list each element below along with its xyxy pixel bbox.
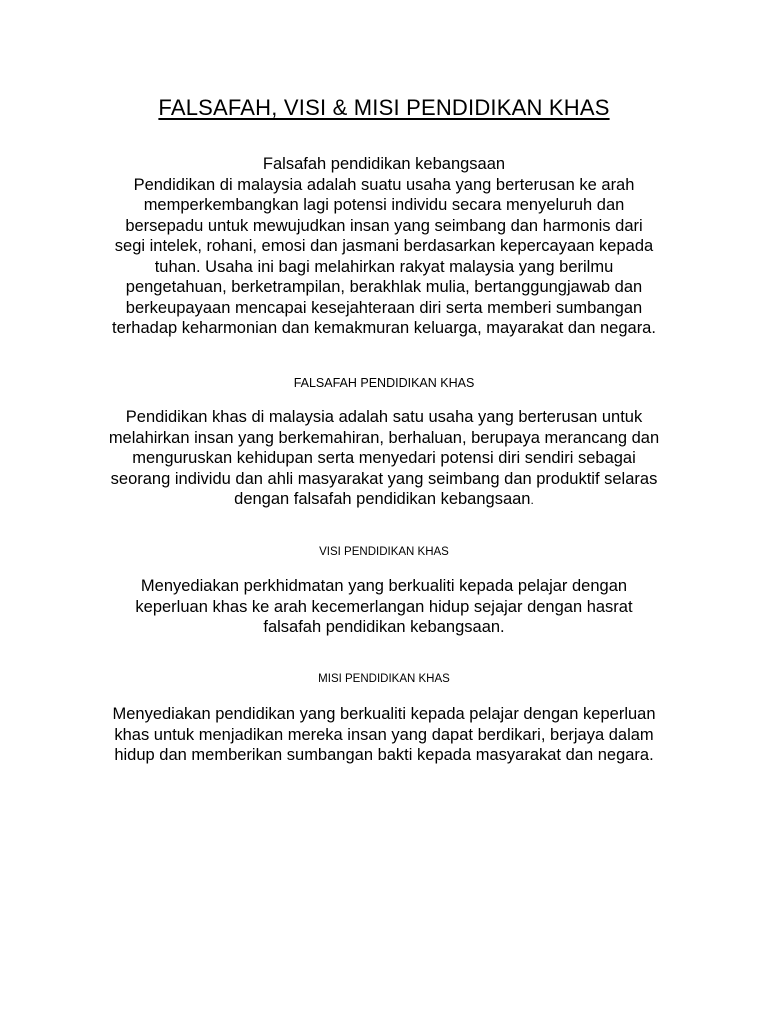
vision-heading: VISI PENDIDIKAN KHAS [319,546,449,558]
national-philosophy-line: Pendidikan di malaysia adalah suatu usaha yang berterusan ke arah [133,175,635,194]
national-philosophy-line: berkeupayaan mencapai kesejahteraan diri serta memberi sumbangan [125,298,643,317]
trailing-period: . [530,493,534,507]
mission-line: hidup dan memberikan sumbangan bakti kepada masyarakat dan negara. [114,746,654,764]
national-philosophy-line: bersepadu untuk mewujudkan insan yang seimbang dan harmonis dari [125,216,643,235]
vision-line: falsafah pendidikan kebangsaan. [263,618,505,636]
vision-line: Menyediakan perkhidmatan yang berkualiti kepada pelajar dengan [140,577,628,595]
vision-body [0,576,768,638]
mission-line: Menyediakan pendidikan yang berkualiti kepada pelajar dengan keperluan [112,705,656,723]
special-philosophy-line: seorang individu dan ahli masyarakat yang seimbang dan produktif selaras [110,469,658,488]
special-philosophy-line: Pendidikan khas di malaysia adalah satu usaha yang berterusan untuk [125,408,643,426]
mission-body [0,704,768,766]
national-philosophy-line: memperkembangkan lagi potensi individu secara menyeluruh dan [143,196,625,214]
special-philosophy-line: melahirkan insan yang berkemahiran, berhaluan, berupaya merancang dan [108,428,660,447]
special-philosophy-heading: FALSAFAH PENDIDIKAN KHAS [293,376,475,390]
national-philosophy-section [0,154,768,339]
vision-line: keperluan khas ke arah kecemerlangan hidup sejajar dengan hasrat [135,597,633,616]
mission-heading: MISI PENDIDIKAN KHAS [318,673,450,685]
national-philosophy-heading: Falsafah pendidikan kebangsaan [262,155,506,173]
national-philosophy-line: pengetahuan, berketrampilan, berakhlak mulia, bertanggungjawab dan [125,278,643,296]
national-philosophy-line: terhadap keharmonian dan kemakmuran keluarga, mayarakat dan negara. [112,319,656,337]
national-philosophy-line: segi intelek, rohani, emosi dan jasmani berdasarkan kepercayaan kepada [114,237,654,255]
special-philosophy-line-text: dengan falsafah pendidikan kebangsaan [234,490,531,508]
special-philosophy-body [0,407,768,511]
mission-line: khas untuk menjadikan mereka insan yang dapat berdikari, berjaya dalam [114,725,654,744]
national-philosophy-line: tuhan. Usaha ini bagi melahirkan rakyat malaysia yang berilmu [154,257,614,276]
special-philosophy-line-last [0,489,768,511]
document-title: FALSAFAH, VISI & MISI PENDIDIKAN KHAS [158,95,610,120]
special-philosophy-line: menguruskan kehidupan serta menyedari potensi diri sendiri sebagai [132,449,636,467]
